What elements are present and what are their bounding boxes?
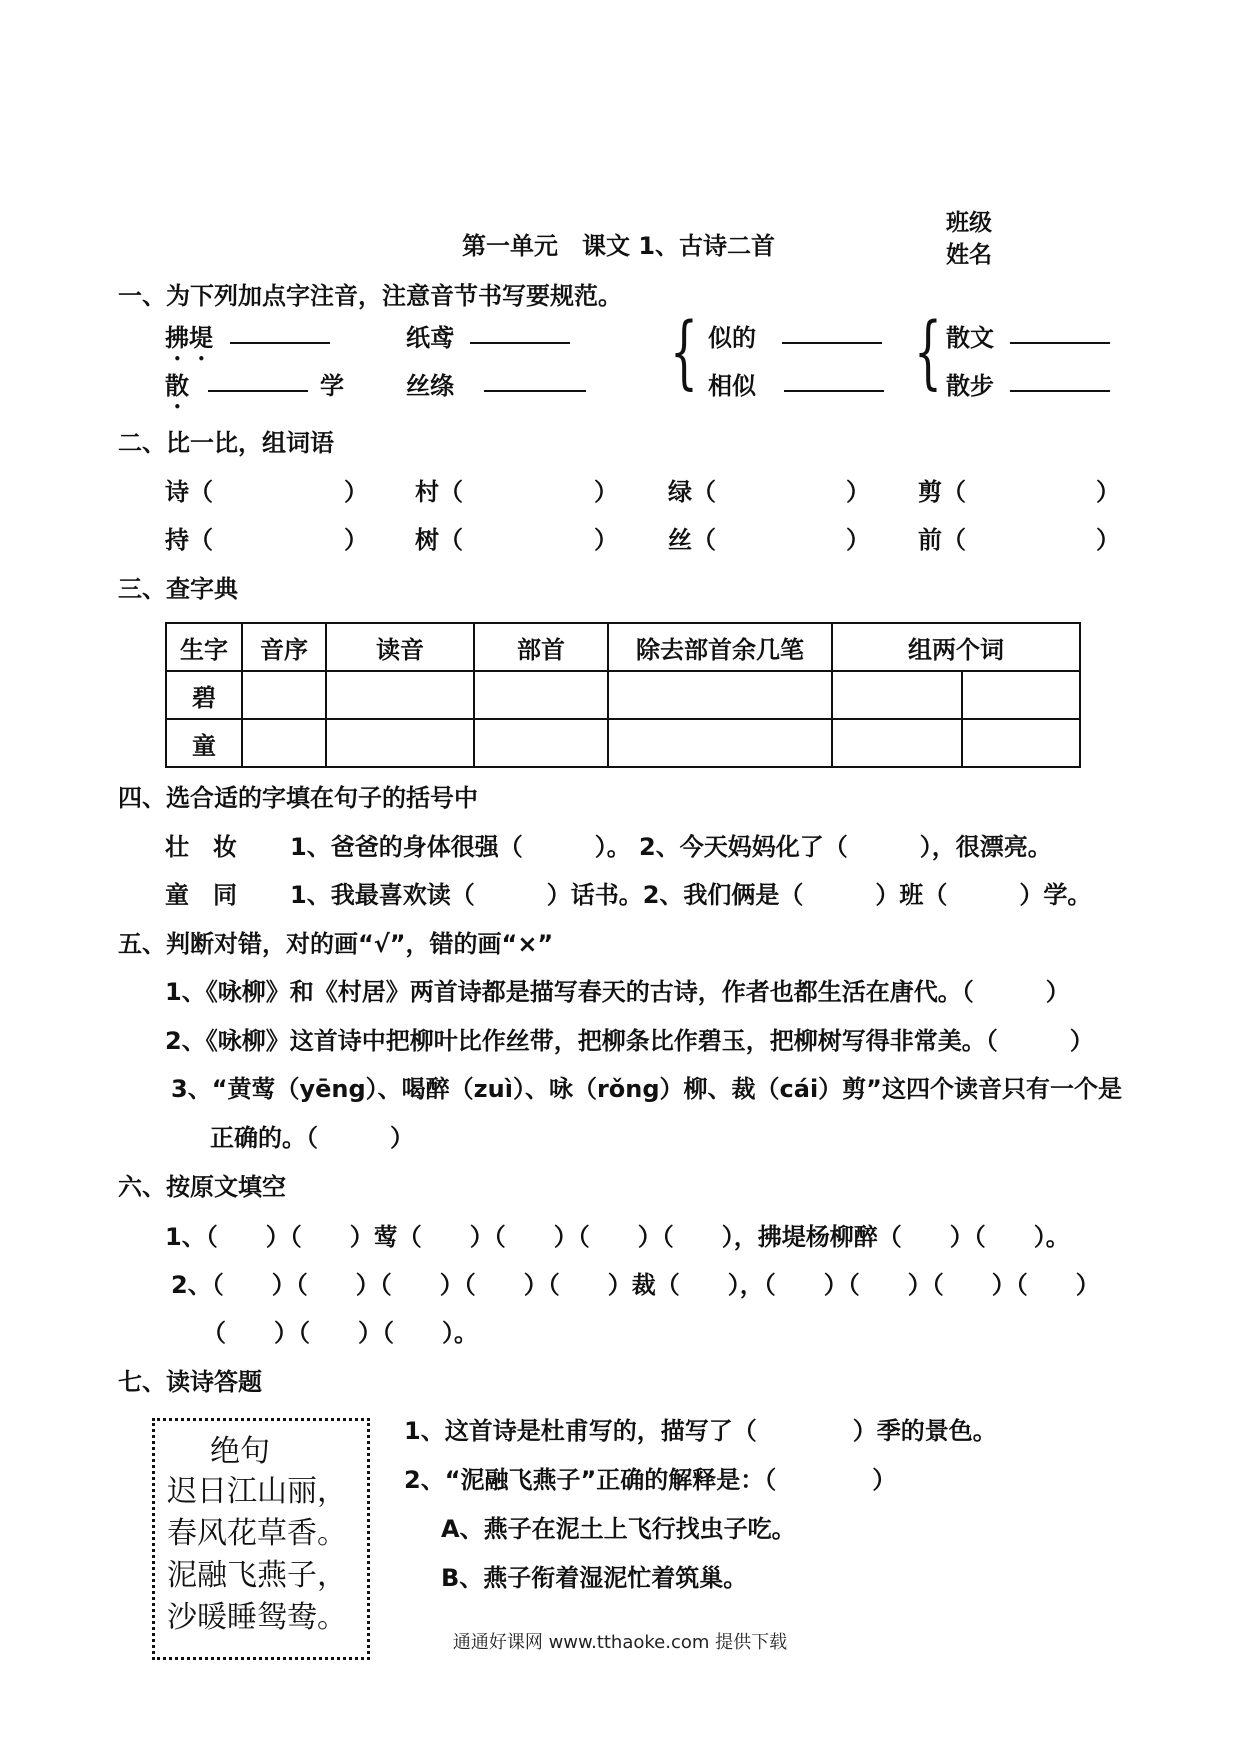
poem-line: 泥融飞燕子， (167, 1558, 347, 1593)
answer-cell[interactable] (242, 719, 326, 767)
char-choice: 壮 妆 (165, 833, 237, 861)
answer-cell[interactable] (962, 671, 1080, 719)
answer-cell[interactable] (832, 671, 962, 719)
compare-item: 树（ (415, 526, 463, 554)
table-header: 组两个词 (832, 623, 1080, 671)
answer-blank[interactable] (230, 342, 330, 344)
section-1-heading: 一、为下列加点字注音，注意音节书写要规范。 (118, 282, 622, 310)
judge-question-cont: 正确的。（ ） (210, 1124, 414, 1152)
table-header: 生字 (166, 623, 242, 671)
poem-line: 迟日江山丽， (167, 1474, 347, 1509)
answer-cell[interactable] (962, 719, 1080, 767)
poem-question: 2、“泥融飞燕子”正确的解释是：（ ） (404, 1466, 897, 1494)
word-sitao: 丝绦 (406, 372, 454, 400)
word-sanbu: 散步 (946, 372, 994, 400)
compare-paren: ） (344, 478, 368, 506)
fill-sentence: 1、我最喜欢读（ ）话书。2、我们俩是（ ）班（ ）学。 (290, 881, 1092, 909)
compare-paren: ） (1096, 526, 1120, 554)
answer-blank[interactable] (484, 390, 586, 392)
recite-line: 1、（ ）（ ）莺（ ）（ ）（ ）（ ），拂堤杨柳醉（ ）（ ）。 (165, 1223, 1070, 1251)
compare-paren: ） (594, 526, 618, 554)
judge-question: 2、《咏柳》这首诗中把柳叶比作丝带，把柳条比作碧玉，把柳树写得非常美。（ ） (165, 1027, 1094, 1055)
poem-option: A、燕子在泥土上飞行找虫子吃。 (441, 1515, 796, 1543)
left-brace: { (914, 305, 942, 398)
answer-blank[interactable] (782, 342, 882, 344)
judge-question: 1、《咏柳》和《村居》两首诗都是描写春天的古诗，作者也都生活在唐代。（ ） (165, 978, 1070, 1006)
compare-item: 丝（ (668, 526, 716, 554)
compare-item: 持（ (165, 526, 213, 554)
table-header: 部首 (474, 623, 608, 671)
table-header: 音序 (242, 623, 326, 671)
answer-blank[interactable] (1010, 342, 1110, 344)
compare-item: 绿（ (668, 478, 716, 506)
answer-cell[interactable] (474, 671, 608, 719)
section-7-heading: 七、读诗答题 (118, 1368, 262, 1396)
judge-question: 3、“黄莺（yēng）、喝醉（zuì）、咏（rǒng）柳、裁（cái）剪”这四个读音只有一个是 (171, 1075, 1122, 1103)
word-san: 散 (165, 372, 189, 400)
compare-item: 剪（ (918, 478, 966, 506)
word-xue: 学 (320, 372, 344, 400)
poem-question: 1、这首诗是杜甫写的，描写了（ ）季的景色。 (404, 1417, 997, 1445)
compare-paren: ） (1096, 478, 1120, 506)
poem-line: 沙暖睡鸳鸯。 (167, 1600, 347, 1635)
answer-cell[interactable] (608, 671, 832, 719)
answer-blank[interactable] (784, 390, 884, 392)
word-sanwen: 散文 (946, 324, 994, 352)
poem-line: 春风花草香。 (167, 1516, 347, 1551)
section-6-heading: 六、按原文填空 (118, 1173, 286, 1201)
section-4-heading: 四、选合适的字填在句子的括号中 (118, 784, 478, 812)
answer-cell[interactable] (832, 719, 962, 767)
table-cell-char: 碧 (166, 671, 242, 719)
page-title: 第一单元 课文 1、古诗二首 (462, 232, 776, 260)
compare-item: 村（ (415, 478, 463, 506)
name-label: 姓名 (946, 242, 992, 268)
poem-option: B、燕子衔着湿泥忙着筑巢。 (441, 1564, 748, 1592)
answer-cell[interactable] (608, 719, 832, 767)
answer-cell[interactable] (242, 671, 326, 719)
answer-cell[interactable] (326, 719, 474, 767)
char-choice: 童 同 (165, 881, 237, 909)
compare-paren: ） (846, 526, 870, 554)
compare-paren: ） (344, 526, 368, 554)
compare-item: 前（ (918, 526, 966, 554)
poem-title: 绝句 (210, 1434, 270, 1469)
recite-line: 2、（ ）（ ）（ ）（ ）（ ）裁（ ），（ ）（ ）（ ）（ ） (171, 1271, 1100, 1299)
dictionary-table (165, 622, 1081, 768)
word-fudi: 拂堤 (165, 324, 213, 352)
answer-cell[interactable] (474, 719, 608, 767)
compare-paren: ） (594, 478, 618, 506)
answer-cell[interactable] (326, 671, 474, 719)
section-2-heading: 二、比一比，组词语 (118, 429, 334, 457)
table-header: 除去部首余几笔 (608, 623, 832, 671)
compare-paren: ） (846, 478, 870, 506)
footer-credit: 通通好课网 www.tthaoke.com 提供下载 (452, 1632, 788, 1653)
word-side: 似的 (708, 324, 756, 352)
section-5-heading: 五、判断对错，对的画“√”，错的画“×” (118, 930, 554, 958)
section-3-heading: 三、查字典 (118, 575, 238, 603)
table-cell-char: 童 (166, 719, 242, 767)
answer-blank[interactable] (1010, 390, 1110, 392)
recite-line: （ ）（ ）（ ）。 (202, 1319, 478, 1347)
compare-item: 诗（ (165, 478, 213, 506)
word-xiangsi: 相似 (708, 372, 756, 400)
word-zhiyuan: 纸鸢 (406, 324, 454, 352)
class-label: 班级 (946, 210, 992, 236)
table-header: 读音 (326, 623, 474, 671)
left-brace: { (670, 305, 698, 398)
answer-blank[interactable] (470, 342, 570, 344)
fill-sentence: 1、爸爸的身体很强（ ）。 2、今天妈妈化了（ ），很漂亮。 (290, 833, 1052, 861)
answer-blank[interactable] (208, 390, 308, 392)
